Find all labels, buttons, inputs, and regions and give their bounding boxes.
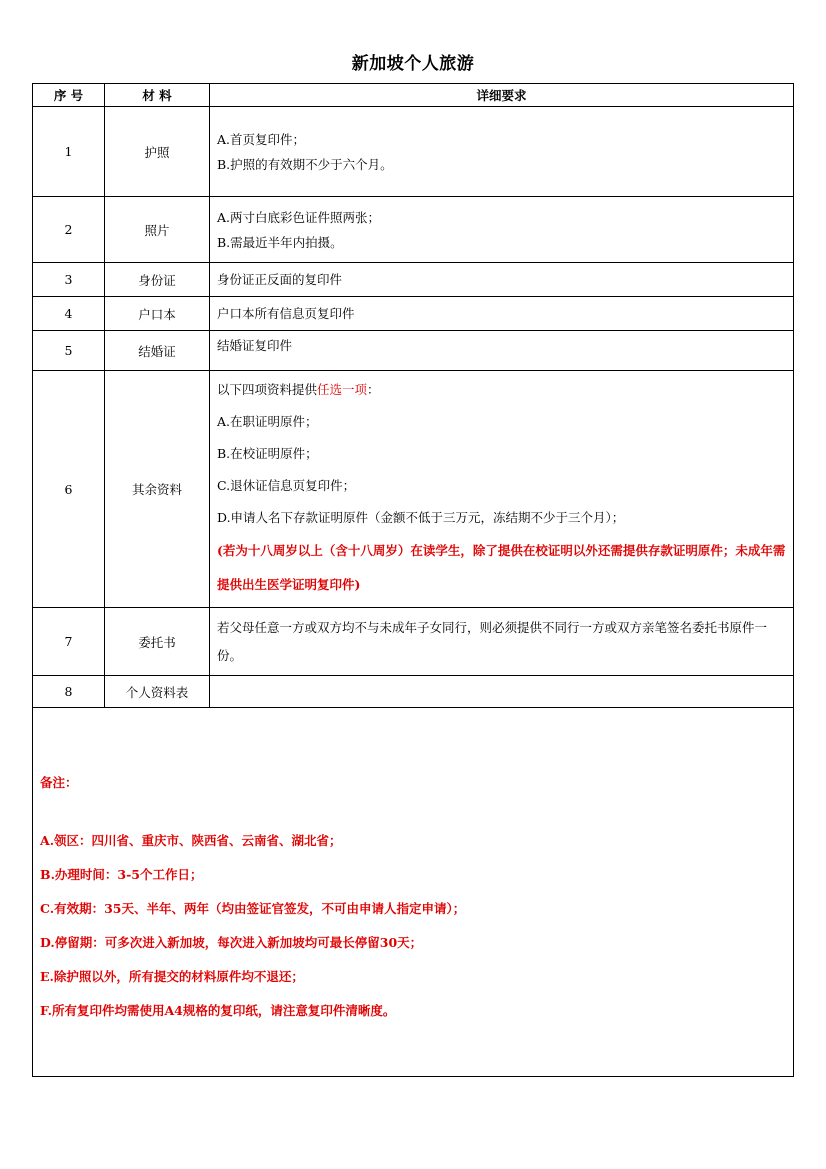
- notes-row: [33, 708, 794, 1077]
- notes-item: B.办理时间：3-5个工作日；: [40, 867, 203, 882]
- notes-cell: [33, 708, 794, 1077]
- row-no: 1: [33, 107, 105, 197]
- row-material: 身份证: [105, 263, 210, 297]
- table-row: [33, 331, 794, 371]
- page-title: 新加坡个人旅游: [351, 54, 475, 74]
- row-detail: [210, 676, 794, 708]
- table-row: [33, 263, 794, 297]
- row-no: 4: [33, 297, 105, 331]
- table-row: [33, 107, 794, 197]
- header-no: 序 号: [33, 84, 105, 107]
- detail-line: B.在校证明原件；: [217, 446, 318, 461]
- notes-item: F.所有复印件均需使用A4规格的复印纸，请注意复印件清晰度。: [40, 1003, 396, 1018]
- detail-line: 户口本所有信息页复印件: [217, 306, 355, 321]
- row-material: 个人资料表: [105, 676, 210, 708]
- detail-line: 身份证正反面的复印件: [217, 272, 343, 287]
- row-no: 6: [33, 371, 105, 608]
- detail-note: (若为十八周岁以上（含十八周岁）在读学生，除了提供在校证明以外还需提供存款证明原件；未成年需提供出生医学证明复印件): [217, 543, 786, 592]
- detail-line: 结婚证复印件: [217, 338, 293, 353]
- detail-line: C.退休证信息页复印件；: [217, 478, 356, 493]
- notes-block: [33, 708, 793, 1028]
- row-no: 5: [33, 331, 105, 371]
- table-header-row: [33, 84, 794, 107]
- row-detail: [210, 297, 794, 331]
- notes-heading: 备注：: [40, 775, 78, 790]
- row-no: 3: [33, 263, 105, 297]
- table-row: [33, 371, 794, 608]
- row-detail: [210, 197, 794, 263]
- row-detail: [210, 331, 794, 371]
- notes-item: C.有效期：35天、半年、两年（均由签证官签发，不可由申请人指定申请）；: [40, 901, 466, 916]
- row-material: 照片: [105, 197, 210, 263]
- row-material: 其余资料: [105, 371, 210, 608]
- row-no: 7: [33, 608, 105, 676]
- detail-line: A.两寸白底彩色证件照两张；: [217, 209, 381, 225]
- row-detail: [210, 371, 794, 608]
- row-detail: [210, 107, 794, 197]
- row-no: 2: [33, 197, 105, 263]
- requirements-table: [32, 83, 794, 1077]
- notes-item: A.领区：四川省、重庆市、陕西省、云南省、湖北省；: [40, 833, 342, 848]
- detail-line: A.首页复印件；: [217, 131, 306, 147]
- row-detail: [210, 263, 794, 297]
- table-row: [33, 197, 794, 263]
- intro-highlight: 任选一项: [317, 382, 368, 397]
- detail-line: B.需最近半年内拍摄。: [217, 234, 343, 250]
- notes-item: E.除护照以外，所有提交的材料原件均不退还；: [40, 969, 304, 984]
- row-detail: [210, 608, 794, 676]
- detail-intro: [217, 374, 787, 406]
- row-material: 结婚证: [105, 331, 210, 371]
- detail-line: D.申请人名下存款证明原件（金额不低于三万元，冻结期不少于三个月）；: [217, 510, 625, 525]
- row-no: 8: [33, 676, 105, 708]
- intro-text: 以下四项资料提供: [217, 382, 318, 397]
- notes-item: D.停留期：可多次进入新加坡，每次进入新加坡均可最长停留30天；: [40, 935, 423, 950]
- header-detail: 详细要求: [210, 84, 794, 107]
- detail-line: A.在职证明原件；: [217, 414, 318, 429]
- table-row: [33, 608, 794, 676]
- detail-line: B.护照的有效期不少于六个月。: [217, 156, 393, 172]
- header-material: 材 料: [105, 84, 210, 107]
- row-material: 户口本: [105, 297, 210, 331]
- row-material: 委托书: [105, 608, 210, 676]
- intro-end: ：: [367, 382, 380, 397]
- table-row: [33, 676, 794, 708]
- row-material: 护照: [105, 107, 210, 197]
- table-row: [33, 297, 794, 331]
- detail-line: 若父母任意一方或双方均不与未成年子女同行，则必须提供不同行一方或双方亲笔签名委托书原件一份。: [217, 619, 768, 663]
